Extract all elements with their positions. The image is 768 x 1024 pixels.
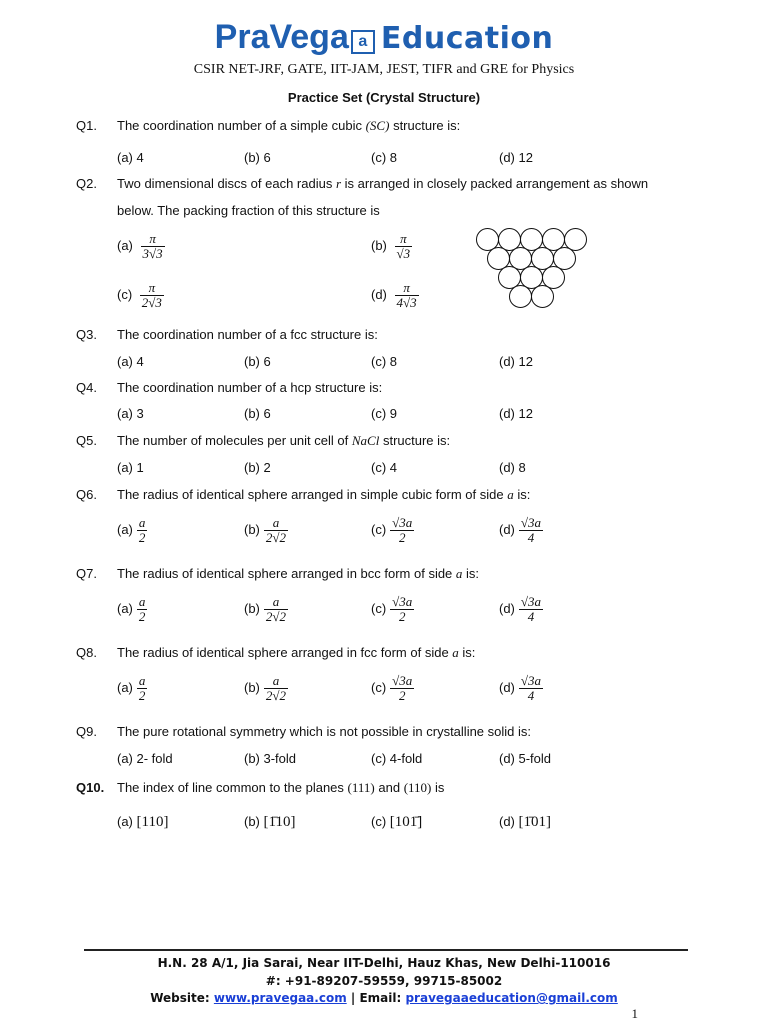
option-label: (c) bbox=[371, 679, 387, 695]
email-label: | Email: bbox=[350, 991, 402, 1005]
option-a: (a) 3 bbox=[117, 406, 144, 421]
question-text bbox=[117, 486, 530, 504]
fraction bbox=[390, 674, 414, 703]
fraction-denominator: 2√2 bbox=[265, 609, 287, 624]
option-b bbox=[244, 674, 288, 703]
question-text-part: The radius of identical sphere arranged in bcc form of side bbox=[117, 566, 453, 581]
brand-logo bbox=[0, 18, 768, 57]
option-c: (c) 9 bbox=[371, 406, 397, 421]
option-label: (c) bbox=[371, 521, 387, 537]
fraction-denominator: 2 bbox=[390, 609, 414, 624]
question-number: Q10. bbox=[76, 780, 105, 795]
option-label: (a) bbox=[117, 521, 133, 537]
question-text bbox=[117, 565, 479, 583]
math-expression: (110) bbox=[403, 780, 432, 795]
option-c bbox=[371, 595, 414, 624]
math-expression: (SC) bbox=[365, 118, 390, 133]
option-c: (c) 8 bbox=[371, 150, 397, 165]
option-label: (b) bbox=[244, 814, 260, 829]
option-a bbox=[117, 516, 147, 545]
logo-text-education: Education bbox=[380, 21, 554, 56]
option-c: (c) 8 bbox=[371, 354, 397, 369]
option-a bbox=[117, 232, 165, 261]
option-a bbox=[117, 813, 168, 831]
miller-index: [101̄] bbox=[389, 814, 423, 830]
fraction-numerator: a bbox=[138, 515, 146, 530]
math-expression: a bbox=[507, 487, 514, 502]
fraction bbox=[395, 232, 413, 261]
option-c: (c) 4 bbox=[371, 460, 397, 475]
option-c bbox=[371, 516, 414, 545]
question-number: Q1. bbox=[76, 118, 97, 133]
question-text: The pure rotational symmetry which is not possible in crystalline solid is: bbox=[117, 724, 532, 739]
question-text-part: is arranged in closely packed arrangement as shown bbox=[344, 176, 649, 191]
question-text-part: The radius of identical sphere arranged in fcc form of side bbox=[117, 645, 449, 660]
email-link[interactable]: pravegaaeducation@gmail.com bbox=[405, 991, 618, 1005]
disc bbox=[509, 285, 532, 308]
fraction-numerator: √3a bbox=[392, 673, 413, 688]
question-text-part: structure is: bbox=[382, 433, 451, 448]
question-text bbox=[117, 175, 648, 193]
option-b bbox=[244, 516, 288, 545]
fraction-denominator: 4 bbox=[519, 609, 543, 624]
option-label: (d) bbox=[371, 286, 387, 302]
fraction-denominator: 3√3 bbox=[142, 246, 163, 261]
fraction bbox=[519, 674, 543, 703]
option-label: (c) bbox=[371, 814, 387, 829]
fraction-numerator: √3a bbox=[520, 515, 542, 530]
question-number: Q4. bbox=[76, 380, 97, 395]
option-b: (b) 6 bbox=[244, 406, 271, 421]
option-label: (d) bbox=[499, 600, 515, 616]
fraction-denominator: 2 bbox=[390, 530, 414, 545]
option-b: (b) 3-fold bbox=[244, 751, 297, 766]
question-text-part: and bbox=[378, 780, 401, 795]
fraction-denominator: 2√2 bbox=[265, 530, 287, 545]
option-a bbox=[117, 674, 147, 703]
question-number: Q3. bbox=[76, 327, 97, 342]
option-label: (a) bbox=[117, 237, 133, 253]
question-text-part: is: bbox=[466, 566, 480, 581]
question-number: Q5. bbox=[76, 433, 97, 448]
question-text-part: The radius of identical sphere arranged in simple cubic form of side bbox=[117, 487, 504, 502]
tagline: CSIR NET-JRF, GATE, IIT-JAM, JEST, TIFR and GRE for Physics bbox=[193, 62, 575, 77]
close-packed-discs-figure bbox=[476, 228, 588, 310]
option-label: (c) bbox=[117, 286, 133, 302]
question-text bbox=[117, 117, 460, 135]
option-c bbox=[371, 674, 414, 703]
question-text bbox=[117, 644, 475, 662]
fraction-numerator: a bbox=[138, 594, 146, 609]
option-a: (a) 4 bbox=[117, 354, 144, 369]
footer-divider bbox=[84, 949, 688, 951]
miller-index: [110] bbox=[136, 814, 169, 830]
math-expression: r bbox=[335, 176, 342, 191]
fraction-numerator: √3a bbox=[520, 594, 542, 609]
question-text-part: The coordination number of a simple cubic bbox=[117, 118, 362, 133]
option-d: (d) 8 bbox=[499, 460, 526, 475]
math-expression: a bbox=[452, 645, 459, 660]
website-label: Website: bbox=[150, 991, 210, 1005]
option-d: (d) 12 bbox=[499, 150, 533, 165]
option-label: (d) bbox=[499, 814, 515, 829]
website-link[interactable]: www.pravegaa.com bbox=[213, 991, 347, 1005]
fraction-denominator: √3 bbox=[396, 246, 411, 261]
option-label: (b) bbox=[244, 521, 260, 537]
page-title: Practice Set (Crystal Structure) bbox=[287, 90, 481, 105]
option-a: (a) 2- fold bbox=[117, 751, 173, 766]
question-text-part: is bbox=[435, 780, 445, 795]
fraction bbox=[137, 516, 148, 545]
option-d bbox=[499, 813, 551, 831]
fraction bbox=[141, 232, 165, 261]
fraction-numerator: π bbox=[400, 231, 407, 246]
option-label: (b) bbox=[371, 237, 387, 253]
option-label: (a) bbox=[117, 814, 133, 829]
question-text: The coordination number of a hcp structure is: bbox=[117, 380, 383, 395]
question-number: Q6. bbox=[76, 487, 97, 502]
miller-index: [1̄01] bbox=[518, 814, 552, 830]
page-number: 1 bbox=[631, 1006, 638, 1021]
fraction-denominator: 2 bbox=[390, 688, 414, 703]
question-number: Q7. bbox=[76, 566, 97, 581]
option-b bbox=[244, 813, 295, 831]
fraction bbox=[395, 281, 419, 310]
option-b: (b) 6 bbox=[244, 354, 271, 369]
option-a bbox=[117, 595, 147, 624]
fraction-numerator: π bbox=[148, 280, 156, 295]
fraction-numerator: a bbox=[272, 673, 280, 688]
fraction-denominator: 4 bbox=[519, 688, 543, 703]
question-text-part: is: bbox=[462, 645, 476, 660]
fraction bbox=[264, 595, 288, 624]
option-d bbox=[371, 281, 419, 310]
fraction bbox=[137, 595, 148, 624]
fraction bbox=[264, 516, 288, 545]
fraction bbox=[137, 674, 148, 703]
question-number: Q2. bbox=[76, 176, 97, 191]
question-text-part: structure is: bbox=[393, 118, 461, 133]
option-label: (d) bbox=[499, 521, 515, 537]
footer-phone: #: +91-89207-59559, 99715-85002 bbox=[265, 974, 503, 988]
footer-address: H.N. 28 A/1, Jia Sarai, Near IIT-Delhi, Hauz Khas, New Delhi-110016 bbox=[157, 956, 611, 970]
question-text: The coordination number of a fcc structure is: bbox=[117, 327, 378, 342]
fraction-numerator: √3a bbox=[392, 594, 413, 609]
option-c: (c) 4-fold bbox=[371, 751, 423, 766]
option-d: (d) 12 bbox=[499, 406, 533, 421]
fraction-numerator: √3a bbox=[520, 673, 542, 688]
option-label: (c) bbox=[371, 600, 387, 616]
math-expression: (111) bbox=[347, 780, 375, 795]
question-text bbox=[117, 779, 444, 797]
option-label: (d) bbox=[499, 679, 515, 695]
math-expression: NaCl bbox=[351, 433, 380, 448]
fraction bbox=[140, 281, 164, 310]
logo-text-pravega: PraVega bbox=[214, 18, 349, 56]
question-text-part: The number of molecules per unit cell of bbox=[117, 433, 349, 448]
miller-index: [1̄10] bbox=[263, 814, 296, 830]
option-d bbox=[499, 595, 543, 624]
fraction bbox=[519, 595, 543, 624]
option-b bbox=[371, 232, 412, 261]
option-c bbox=[371, 813, 422, 831]
question-text-line2: below. The packing fraction of this structure is bbox=[117, 203, 380, 218]
fraction bbox=[390, 595, 414, 624]
option-b: (b) 2 bbox=[244, 460, 271, 475]
option-c bbox=[117, 281, 164, 310]
option-d: (d) 12 bbox=[499, 354, 533, 369]
math-expression: a bbox=[455, 566, 463, 581]
question-text bbox=[117, 432, 450, 450]
question-text-part: The index of line common to the planes bbox=[117, 780, 344, 795]
fraction-denominator: 2√2 bbox=[265, 688, 287, 703]
fraction-denominator: 2√3 bbox=[141, 295, 162, 310]
fraction-numerator: π bbox=[403, 280, 410, 295]
option-d bbox=[499, 516, 543, 545]
option-label: (a) bbox=[117, 600, 133, 616]
logo-box-letter: a bbox=[351, 30, 375, 54]
option-b: (b) 6 bbox=[244, 150, 271, 165]
question-text-part: is: bbox=[517, 487, 531, 502]
disc bbox=[531, 285, 554, 308]
fraction-numerator: √3a bbox=[392, 515, 413, 530]
option-b bbox=[244, 595, 288, 624]
fraction-denominator: 2 bbox=[138, 530, 146, 545]
fraction-denominator: 2 bbox=[138, 688, 146, 703]
fraction-denominator: 4√3 bbox=[396, 295, 417, 310]
fraction-numerator: a bbox=[138, 673, 146, 688]
option-label: (b) bbox=[244, 679, 260, 695]
fraction bbox=[519, 516, 543, 545]
option-a: (a) 4 bbox=[117, 150, 144, 165]
fraction-denominator: 2 bbox=[138, 609, 146, 624]
fraction bbox=[390, 516, 414, 545]
fraction-denominator: 4 bbox=[519, 530, 543, 545]
question-number: Q9. bbox=[76, 724, 97, 739]
option-a: (a) 1 bbox=[117, 460, 144, 475]
question-number: Q8. bbox=[76, 645, 97, 660]
question-text-part: Two dimensional discs of each radius bbox=[117, 176, 333, 191]
fraction-numerator: a bbox=[272, 594, 280, 609]
option-label: (a) bbox=[117, 679, 133, 695]
fraction-numerator: π bbox=[149, 231, 156, 246]
option-label: (b) bbox=[244, 600, 260, 616]
fraction-numerator: a bbox=[272, 515, 280, 530]
option-d bbox=[499, 674, 543, 703]
fraction bbox=[264, 674, 288, 703]
footer-contact bbox=[0, 991, 768, 1005]
option-d: (d) 5-fold bbox=[499, 751, 552, 766]
